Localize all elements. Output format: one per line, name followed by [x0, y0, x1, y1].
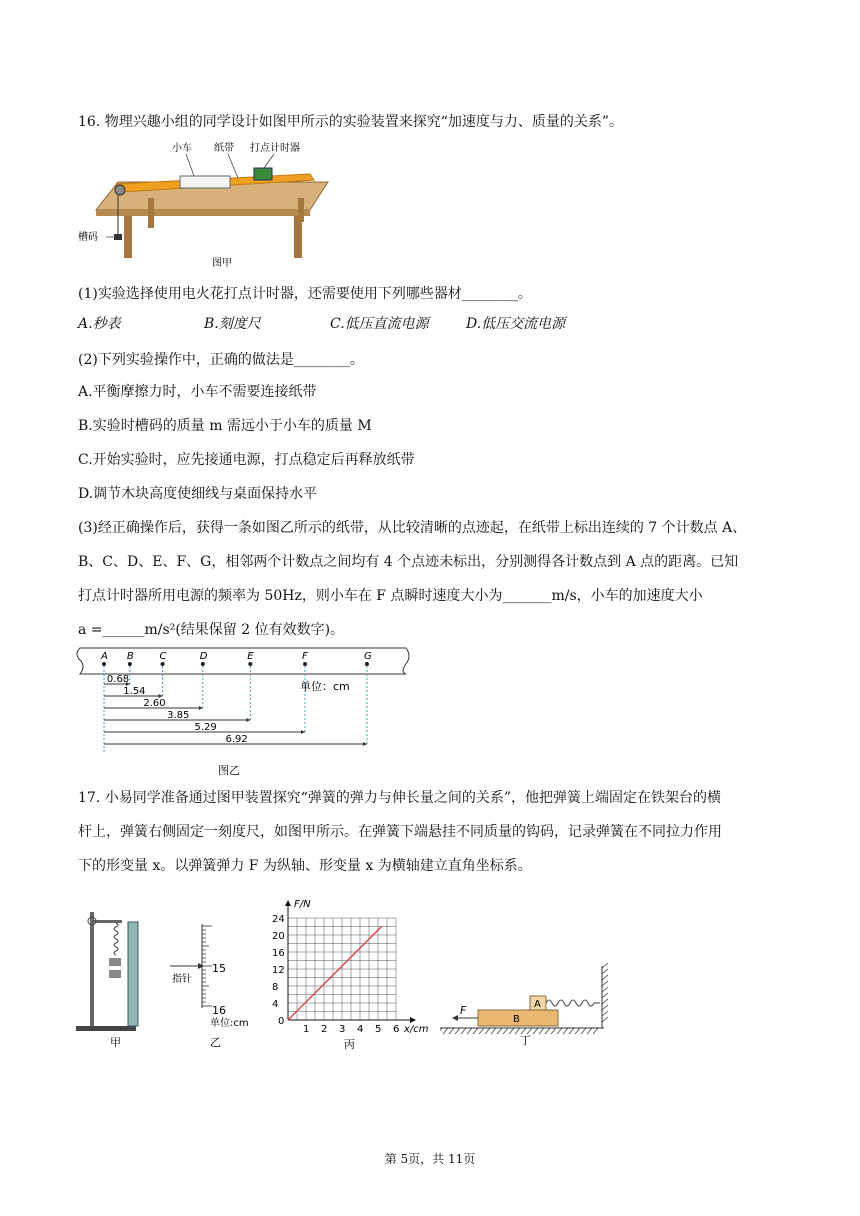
tape-point-G: [365, 662, 369, 666]
graph-xtick: 3: [339, 1024, 346, 1035]
graph-ytick: 12: [272, 965, 285, 976]
q16-p2-option-c: C.开始实验时，应先接通电源，打点稳定后再释放纸带: [78, 452, 415, 468]
tape-distance-label: 6.92: [225, 734, 248, 745]
tape-point-C: [161, 662, 165, 666]
q17-figure-jia: [76, 908, 156, 1048]
tape-point-E: [248, 662, 252, 666]
tape-distance-label: 2.60: [143, 698, 166, 709]
tape-distance-label: 1.54: [123, 686, 146, 697]
ruler-tick-15: 15: [212, 962, 226, 975]
figure-yi-caption: 图乙: [218, 764, 240, 777]
graph-ytick: 24: [272, 914, 285, 925]
ruler-unit: 单位:cm: [210, 1018, 249, 1029]
page-footer: 第 5页，共 11页: [384, 1152, 476, 1166]
tape-point-label-A: A: [101, 651, 108, 662]
label-car: 小车: [172, 143, 192, 154]
q17-figure-bing-graph: [264, 896, 434, 1052]
label-tape: 纸带: [214, 143, 234, 154]
graph-xtick: 5: [375, 1024, 382, 1035]
tape-point-label-B: B: [126, 651, 134, 662]
graph-ytick: 20: [272, 931, 285, 942]
tape-point-label-F: F: [302, 651, 308, 662]
q16-p2-option-b: B.实验时槽码的质量 m 需远小于小车的质量 M: [78, 418, 372, 434]
q17-caption-bing: 丙: [344, 1038, 355, 1051]
figure-jia-caption: 图甲: [212, 258, 232, 269]
q16-p1-option-b: B.刻度尺: [204, 316, 261, 332]
label-timer: 打点计时器: [250, 143, 300, 154]
q16-part1: (1)实验选择使用电火花打点计时器，还需要使用下列哪些器材________。: [78, 286, 532, 302]
ding-block-b: B: [513, 1014, 520, 1025]
q16-p1-option-d: D.低压交流电源: [466, 316, 566, 332]
graph-ytick: 8: [272, 982, 279, 993]
tape-point-D: [201, 662, 205, 666]
tape-distance-label: 0.68: [106, 674, 130, 685]
graph-ylabel: F/N: [294, 899, 311, 910]
tape-point-label-E: E: [247, 651, 254, 662]
graph-ytick: 4: [272, 999, 279, 1010]
q17-line3: 下的形变量 x。以弹簧弹力 F 为纵轴、形变量 x 为横轴建立直角坐标系。: [78, 858, 532, 874]
q16-p1-option-c: C.低压直流电源: [330, 316, 429, 332]
tape-point-label-G: G: [363, 651, 372, 662]
q16-part3-line4: a =______m/s²(结果保留 2 位有效数字)。: [78, 622, 345, 638]
q17-figure-ding: [440, 962, 614, 1046]
q16-part3-line1: (3)经正确操作后，获得一条如图乙所示的纸带，从比较清晰的点迹起，在纸带上标出连续的 7 个计数点 A、: [78, 520, 747, 536]
q17-caption-yi: 乙: [210, 1036, 221, 1048]
q16-part3-line3: 打点计时器所用电源的频率为 50Hz，则小车在 F 点瞬时速度大小为_______m/s，小车的加速度大小: [78, 588, 703, 604]
q16-p2-option-a: A.平衡摩擦力时，小车不需要连接纸带: [78, 384, 317, 400]
q16-p2-option-d: D.调节木块高度使细线与桌面保持水平: [78, 486, 318, 502]
ruler-tick-16: 16: [212, 1004, 226, 1017]
graph-origin: 0: [278, 1016, 285, 1027]
tape-unit: 单位：cm: [300, 680, 350, 693]
tape-distance-label: 5.29: [194, 722, 217, 733]
ding-block-a: A: [534, 999, 541, 1010]
graph-xtick: 4: [357, 1024, 364, 1035]
graph-xlabel: x/cm: [404, 1024, 429, 1035]
tape-point-F: [303, 662, 307, 666]
tape-point-label-D: D: [199, 651, 208, 662]
tape-point-A: [102, 662, 106, 666]
tape-point-B: [128, 662, 132, 666]
label-weight: 槽码: [78, 232, 98, 243]
q17-figure-yi: [168, 924, 268, 1048]
figure-yi-tape: [76, 644, 416, 780]
q17-line2: 杆上，弹簧右侧固定一刻度尺，如图甲所示。在弹簧下端悬挂不同质量的钩码，记录弹簧在不同拉力作用: [78, 824, 722, 840]
q17-caption-jia: 甲: [110, 1036, 121, 1048]
ruler-pointer-label: 指针: [172, 974, 192, 985]
ding-force-label: F: [460, 1004, 467, 1017]
graph-xtick: 2: [321, 1024, 328, 1035]
graph-xtick: 1: [303, 1024, 310, 1035]
q17-caption-ding: 丁: [520, 1034, 531, 1046]
q16-part3-line2: B、C、D、E、F、G，相邻两个计数点之间均有 4 个点迹未标出，分别测得各计数点到 A 点的距离。已知: [78, 554, 739, 570]
figure-jia-apparatus: [78, 138, 338, 270]
q16-part2: (2)下列实验操作中，正确的做法是________。: [78, 352, 364, 368]
q17-line1: 17. 小易同学准备通过图甲装置探究“弹簧的弹力与伸长量之间的关系”，他把弹簧上端固定在铁架台的横: [78, 790, 722, 806]
graph-xtick: 6: [393, 1024, 400, 1035]
q16-stem: 16. 物理兴趣小组的同学设计如图甲所示的实验装置来探究“加速度与力、质量的关系”。: [78, 114, 624, 130]
graph-ytick: 16: [272, 948, 285, 959]
q16-p1-option-a: A.秒表: [78, 316, 121, 332]
tape-point-label-C: C: [159, 651, 167, 662]
graph-line: [288, 927, 382, 1021]
tape-distance-label: 3.85: [167, 710, 190, 721]
